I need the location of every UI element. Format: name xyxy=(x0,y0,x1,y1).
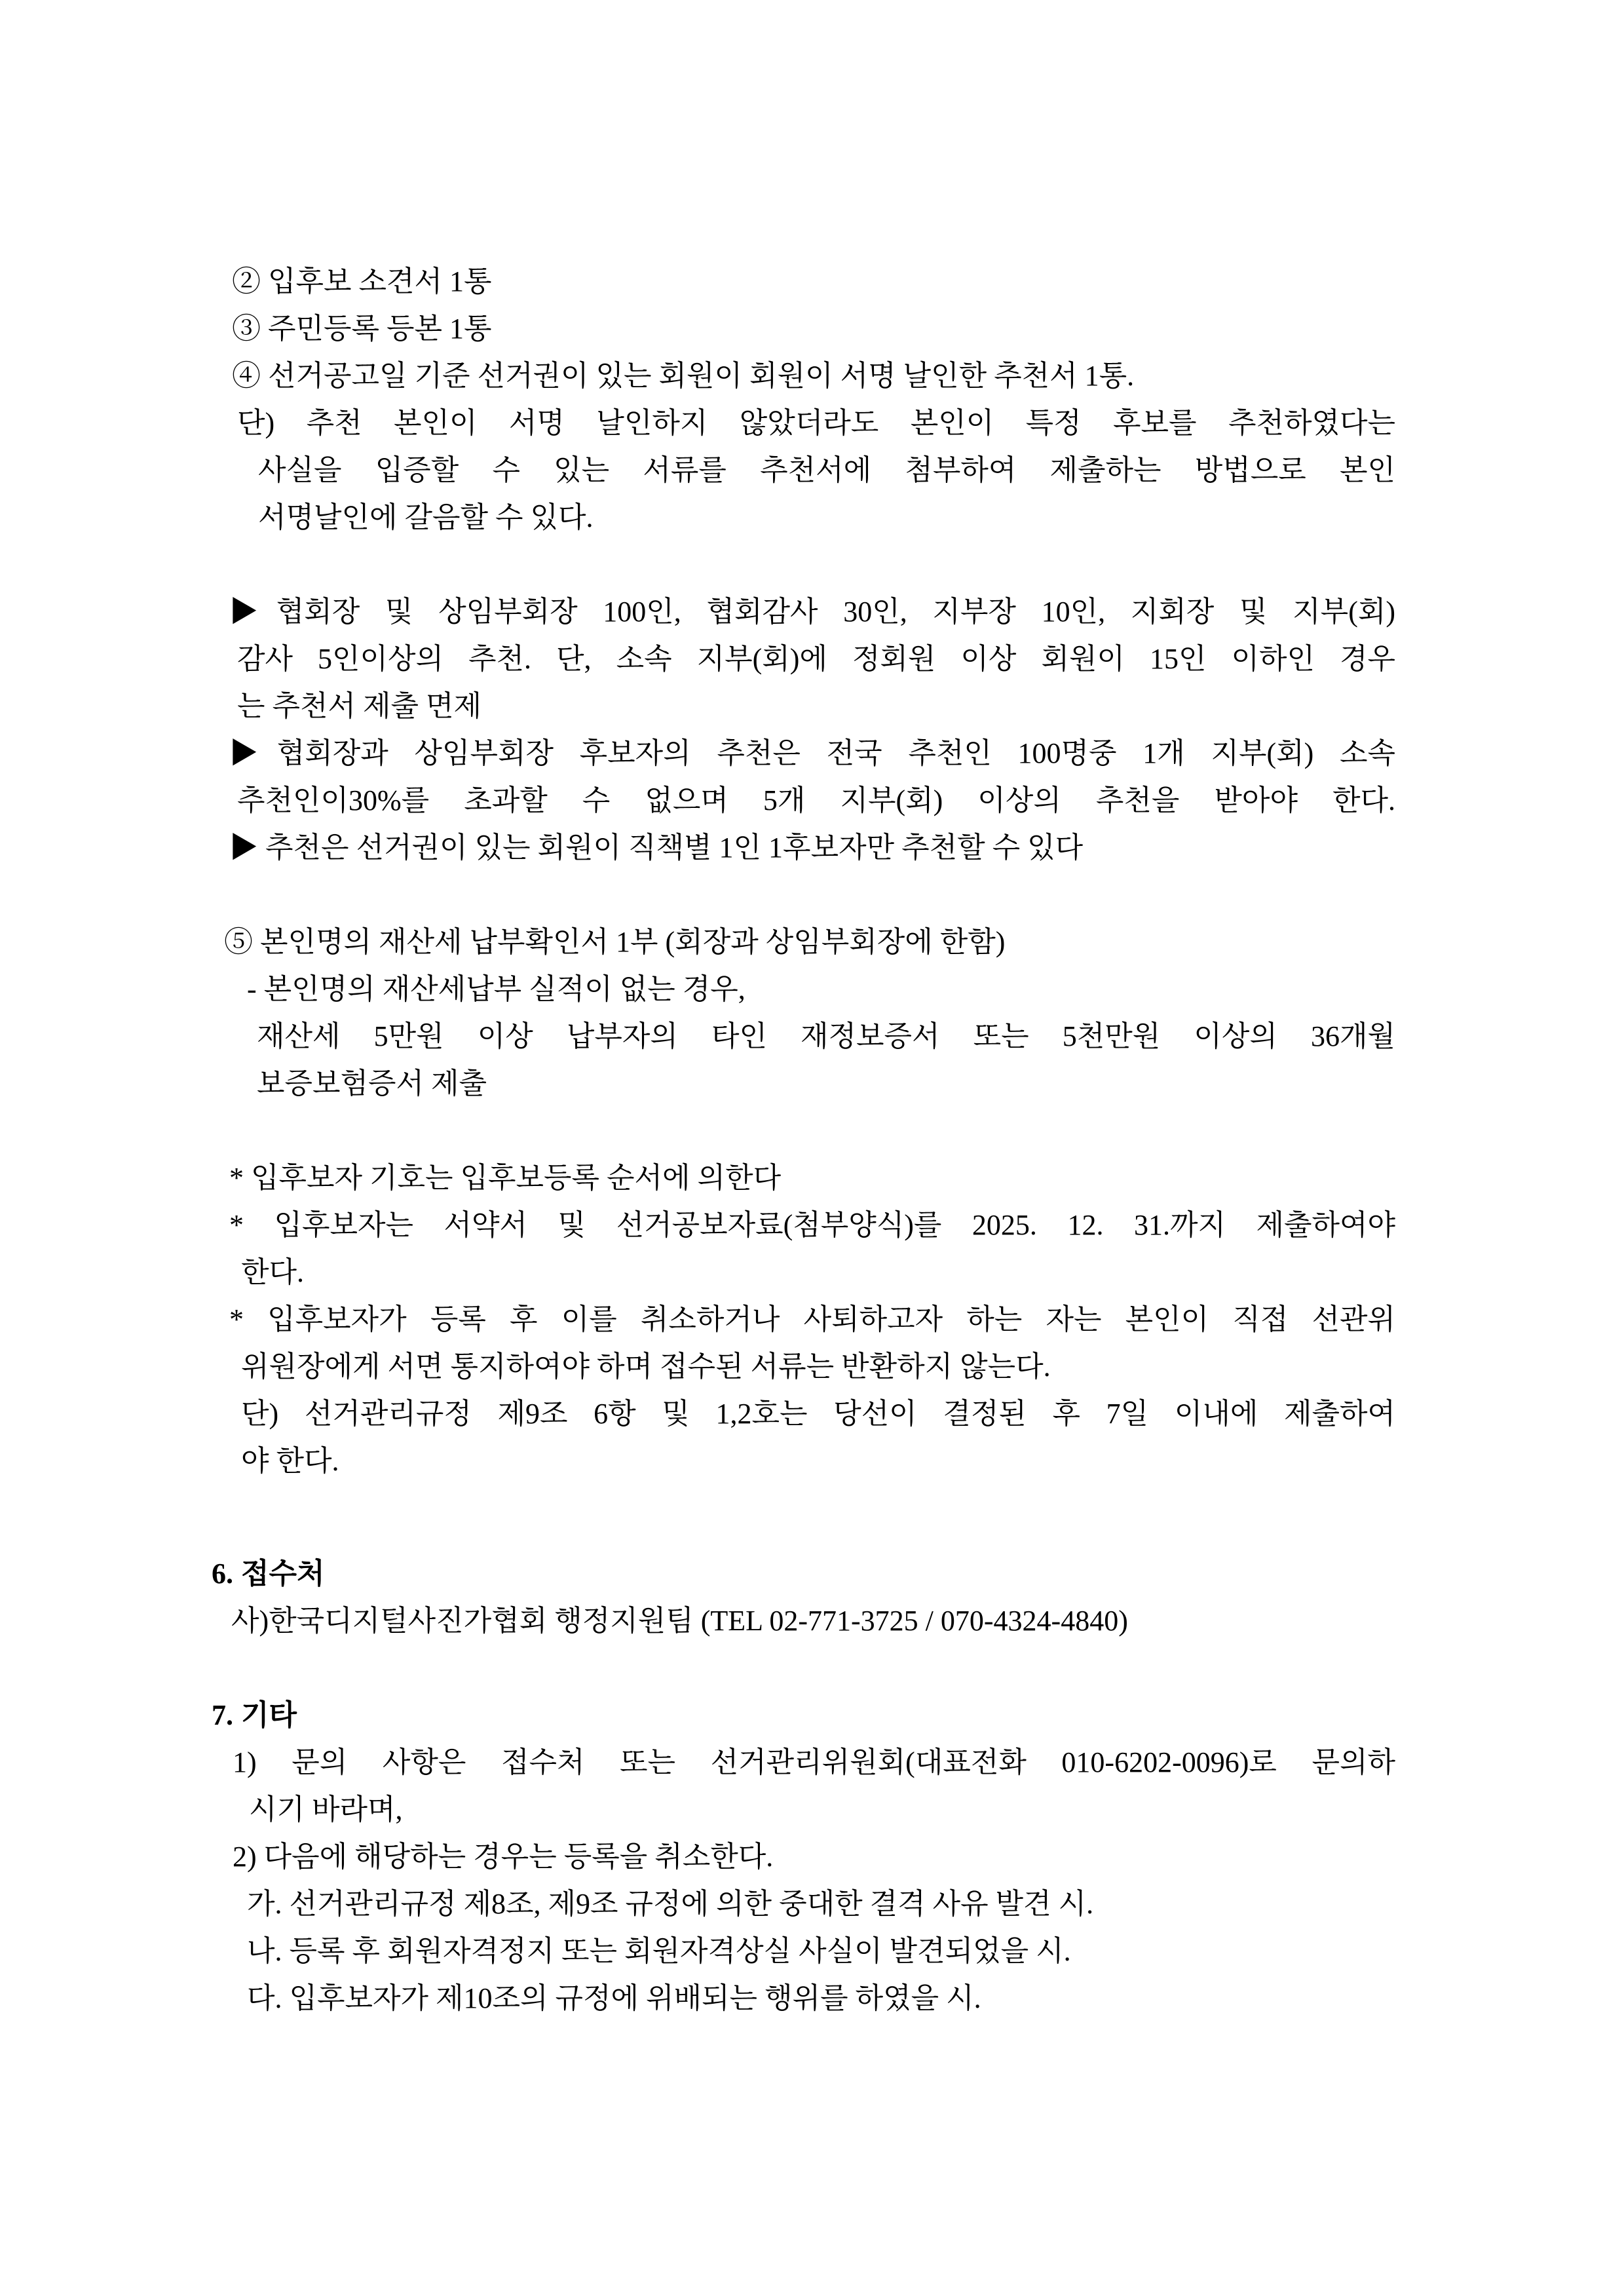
attachment-item-4: ④ 선거공고일 기준 선거권이 있는 회원이 회원이 서명 날인한 추천서 1통. xyxy=(232,360,1135,392)
asterisk-notes-section xyxy=(0,1155,1624,1485)
arrow-note-line: 추천인이30%를 초과할 수 없으며 5개 지부(회) 이상의 추천을 받아야 한다. xyxy=(237,784,1395,816)
star-note-line: 한다. xyxy=(241,1256,305,1288)
section-title: 접수처 xyxy=(241,1558,325,1590)
arrow-note-line: 는 추천서 제출 면제 xyxy=(237,690,482,722)
etc-note-line: 시기 바라며, xyxy=(249,1793,403,1826)
reception-contact-line: 사)한국디지털사진가협회 행정지원팀 (TEL 02-771-3725 / 070-4324-4840) xyxy=(231,1605,1128,1637)
etc-note-line: 나. 등록 후 회원자격정지 또는 회원자격상실 사실이 발견되었을 시. xyxy=(247,1935,1071,1967)
star-note-line: 위원장에게 서면 통지하여야 하며 접수된 서류는 반환하지 않는다. xyxy=(241,1350,1051,1383)
attachment-item-5: ⑤ 본인명의 재산세 납부확인서 1부 (회장과 상임부회장에 한함) xyxy=(224,926,1006,958)
attachment-item-3: ③ 주민등록 등본 1통 xyxy=(232,313,492,345)
dash-note-line: - 본인명의 재산세납부 실적이 없는 경우, xyxy=(247,973,746,1005)
attachments-section xyxy=(0,258,1624,541)
section-heading xyxy=(0,1692,1624,1739)
property-tax-section xyxy=(0,919,1624,1107)
star-note-line: * 입후보자 기호는 입후보등록 순서에 의한다 xyxy=(229,1162,782,1194)
section-number: 7. xyxy=(212,1699,233,1731)
section-6-reception xyxy=(0,1550,1624,1645)
etc-note-line: 다. 입후보자가 제10조의 규정에 위배되는 행위를 하였을 시. xyxy=(247,1982,981,2014)
dash-note-line: 재산세 5만원 이상 납부자의 타인 재정보증서 또는 5천만원 이상의 36개월 xyxy=(257,1020,1395,1052)
dan-note-line: 단) 추천 본인이 서명 날인하지 않았더라도 본인이 특정 후보를 추천하였다는 xyxy=(237,407,1395,439)
attachment-item-2: ② 입후보 소견서 1통 xyxy=(232,265,492,297)
dan-note-line: 사실을 입증할 수 있는 서류를 추천서에 첨부하여 제출하는 방법으로 본인 xyxy=(258,454,1395,486)
etc-note-line: 1) 문의 사항은 접수처 또는 선거관리위원회(대표전화 010-6202-0096)로 문의하 xyxy=(233,1746,1395,1778)
etc-note-line: 2) 다음에 해당하는 경우는 등록을 취소한다. xyxy=(233,1841,774,1873)
section-heading xyxy=(0,1550,1624,1598)
arrow-note-line: 감사 5인이상의 추천. 단, 소속 지부(회)에 정회원 이상 회원이 15인 이하인 경우 xyxy=(237,643,1395,675)
star-note-line: 야 한다. xyxy=(241,1445,339,1477)
dan-note-line: 서명날인에 갈음할 수 있다. xyxy=(258,501,594,533)
dash-note-line: 보증보험증서 제출 xyxy=(257,1067,487,1100)
section-7-etc xyxy=(0,1692,1624,2022)
arrow-note-line: ▶협회장 및 상임부회장 100인, 협회감사 30인, 지부장 10인, 지회장 및 지부(회) xyxy=(229,596,1395,628)
arrow-note-line: ▶협회장과 상임부회장 후보자의 추천은 전국 추천인 100명중 1개 지부(회) 소속 xyxy=(229,737,1395,769)
section-number: 6. xyxy=(212,1558,233,1590)
star-note-line: * 입후보자는 서약서 및 선거공보자료(첨부양식)를 2025. 12. 31.까지 제출하여야 xyxy=(229,1209,1395,1241)
star-note-line: * 입후보자가 등록 후 이를 취소하거나 사퇴하고자 하는 자는 본인이 직접 선관위 xyxy=(229,1303,1395,1335)
section-title: 기타 xyxy=(241,1699,297,1731)
recommendation-rules-section xyxy=(0,588,1624,871)
star-note-line: 단) 선거관리규정 제9조 6항 및 1,2호는 당선이 결정된 후 7일 이내에 제출하여 xyxy=(241,1398,1395,1430)
arrow-note-line: ▶ 추천은 선거권이 있는 회원이 직책별 1인 1후보자만 추천할 수 있다 xyxy=(229,832,1084,864)
etc-note-line: 가. 선거관리규정 제8조, 제9조 규정에 의한 중대한 결격 사유 발견 시. xyxy=(247,1888,1094,1920)
